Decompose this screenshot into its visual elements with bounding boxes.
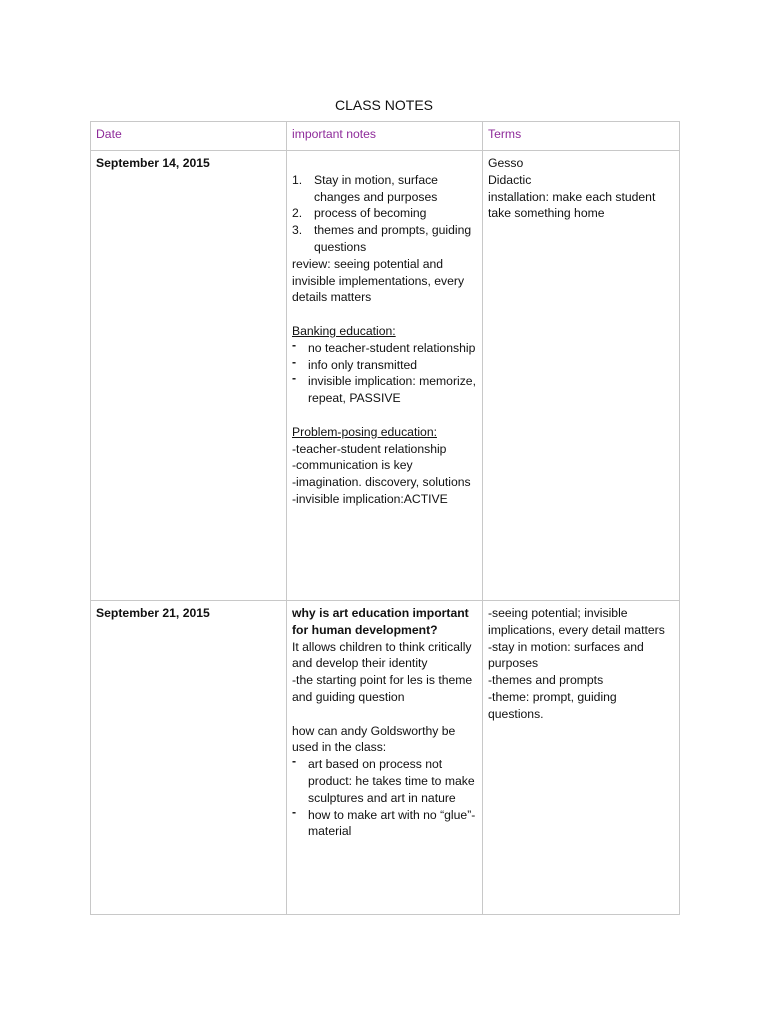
terms-cell [483,601,680,915]
problem-posing-heading: Problem-posing education: [292,424,437,439]
page-title: CLASS NOTES [334,97,434,113]
banking-heading: Banking education: [292,323,396,338]
list-item: -imagination. discovery, solutions [292,475,471,490]
answer-text: It allows children to think critically and develop their identity [292,639,472,671]
date-cell [91,151,287,601]
header-notes: important notes [287,122,483,151]
header-row [91,122,680,151]
question-text: why is art education important for human development? [292,606,469,637]
list-item: -teacher-student relationship [292,441,447,456]
term: -seeing potential; invisible implications, every detail matters [488,606,665,637]
term: -themes and prompts [488,673,604,688]
term: Gesso [488,156,524,170]
header-date: Date [91,122,287,151]
table-row [91,151,680,601]
term: installation: make each student take something home [488,189,656,221]
starting-point-text: -the starting point for les is theme and guiding question [292,673,473,704]
list-item: -communication is key [292,458,413,473]
numbered-item: 1. Stay in motion, surface changes and purposes [292,172,438,204]
date-text: September 21, 2015 [96,606,210,620]
header-terms: Terms [483,122,680,151]
andy-question-text: how can andy Goldsworthy be used in the class: [292,723,456,755]
list-item: - art based on process not product: he takes time to make sculptures and art in nature [292,754,475,805]
date-cell [91,601,287,915]
table-row [91,601,680,915]
numbered-item: 3. themes and prompts, guiding questions [292,223,472,254]
notes-cell [287,601,483,915]
date-text: September 14, 2015 [96,156,210,170]
class-notes-table [90,121,680,915]
terms-cell [483,151,680,601]
notes-cell [287,151,483,601]
list-item: - how to make art with no “glue”-material [292,804,476,839]
list-item: - no teacher-student relationship [292,337,476,355]
list-item: - invisible implication: memorize, repeat, PASSIVE [292,371,476,406]
review-text: review: seeing potential and invisible implementations, every details matters [292,256,465,305]
list-item: -invisible implication:ACTIVE [292,491,448,506]
term: -theme: prompt, guiding questions. [488,689,617,721]
term: Didactic [488,172,532,187]
numbered-item: 2. process of becoming [292,206,427,221]
list-item: - info only transmitted [292,354,418,372]
term: -stay in motion: surfaces and purposes [488,639,644,671]
